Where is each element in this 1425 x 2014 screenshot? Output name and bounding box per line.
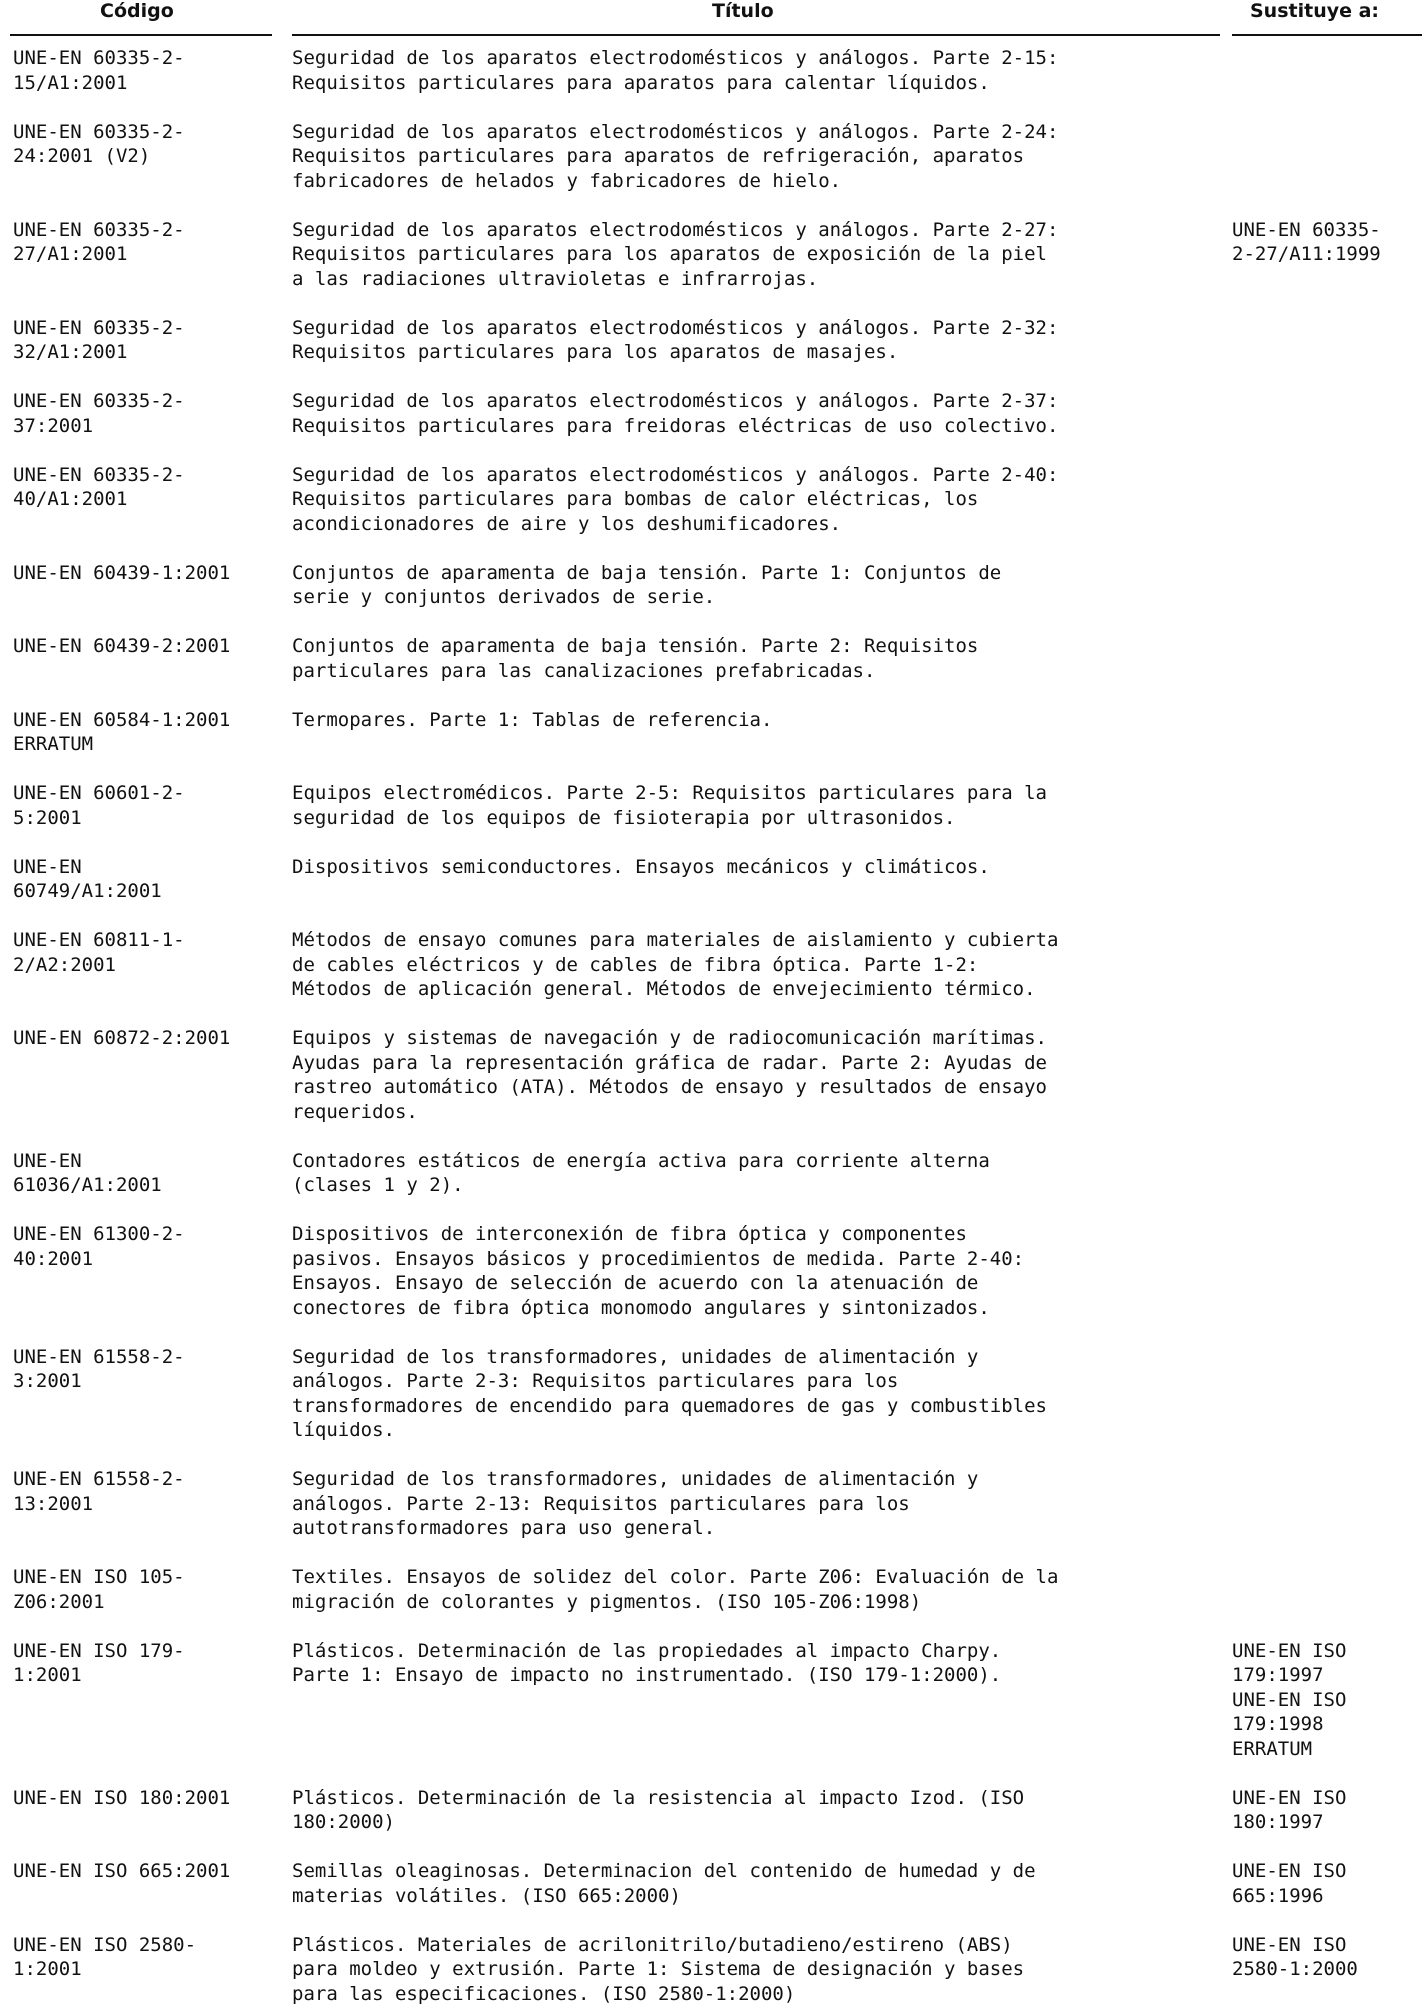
row-title: Seguridad de los aparatos electrodomésticos y análogos. Parte 2-24: Requisitos particulares para aparatos de refrigeración, aparatos fabricadores de helados y fabricadores de hielo. [292, 120, 1059, 192]
row-title: Plásticos. Determinación de la resistencia al impacto Izod. (ISO 180:2000) [292, 1786, 1025, 1833]
row-code: UNE-EN 60439-1:2001 [13, 561, 231, 584]
row-title: Equipos electromédicos. Parte 2-5: Requisitos particulares para la seguridad de los equipos de fisioterapia por ultrasonidos. [292, 782, 1047, 829]
row-code: UNE-EN ISO 179- 1:2001 [13, 1639, 185, 1686]
row-title: Plásticos. Materiales de acrilonitrilo/butadieno/estireno (ABS) para moldeo y extrusión. Parte 1: Sistema de designación y bases para las especificaciones. (ISO 2580-1:2000) [292, 1933, 1025, 2005]
row-code: UNE-EN 60335-2- 24:2001 (V2) [13, 120, 185, 167]
row-code: UNE-EN 60335-2- 27/A1:2001 [13, 218, 185, 265]
header-rule-sustituye [1232, 34, 1422, 36]
row-title: Seguridad de los aparatos electrodomésticos y análogos. Parte 2-15: Requisitos particulares para aparatos para calentar líquidos. [292, 47, 1059, 94]
row-code: UNE-EN 60872-2:2001 [13, 1027, 231, 1049]
row-replaces: UNE-EN ISO 180:1997 [1232, 1786, 1347, 1833]
row-code: UNE-EN ISO 105- Z06:2001 [13, 1566, 185, 1613]
row-title: Equipos y sistemas de navegación y de radiocomunicación marítimas. Ayudas para la representación gráfica de radar. Parte 2: Ayudas de rastreo automático (ATA). Métodos de ensayo y resultados de ensayo requeridos. [292, 1027, 1047, 1123]
header-titulo: Título [712, 0, 774, 22]
row-title: Conjuntos de aparamenta de baja tensión. Parte 2: Requisitos particulares para las canalizaciones prefabricadas. [292, 635, 979, 682]
header-sustituye: Sustituye a: [1250, 0, 1380, 22]
row-code: UNE-EN 60601-2- 5:2001 [13, 782, 185, 829]
row-code: UNE-EN ISO 2580- 1:2001 [13, 1933, 197, 1980]
row-title: Termopares. Parte 1: Tablas de referencia. [292, 708, 773, 731]
row-replaces: UNE-EN ISO 665:1996 [1232, 1860, 1347, 1907]
row-replaces: UNE-EN ISO 179:1997 UNE-EN ISO 179:1998 ERRATUM [1232, 1639, 1347, 1760]
header-rule-codigo [10, 34, 272, 36]
row-code: UNE-EN 60749/A1:2001 [13, 855, 162, 902]
row-code: UNE-EN 60335-2- 37:2001 [13, 390, 185, 437]
row-title: Dispositivos de interconexión de fibra óptica y componentes pasivos. Ensayos básicos y procedimientos de medida. Parte 2-40: Ensayos. Ensayo de selección de acuerdo con la atenuación de conectores de fibra óptica monomodo angulares y sintonizados. [292, 1223, 1025, 1319]
row-title: Seguridad de los transformadores, unidades de alimentación y análogos. Parte 2-3: Requisitos particulares para los transformadores de encendido para quemadores de gas y combustibles líquidos. [292, 1345, 1047, 1441]
header-rule-titulo [292, 34, 1220, 36]
row-title: Seguridad de los aparatos electrodomésticos y análogos. Parte 2-27: Requisitos particulares para los aparatos de exposición de la piel a las radiaciones ultravioletas e infrarrojas. [292, 218, 1059, 290]
row-code: UNE-EN ISO 180:2001 [13, 1786, 231, 1809]
row-title: Conjuntos de aparamenta de baja tensión. Parte 1: Conjuntos de serie y conjuntos derivados de serie. [292, 561, 1002, 608]
row-title: Dispositivos semiconductores. Ensayos mecánicos y climáticos. [292, 855, 990, 878]
row-title: Textiles. Ensayos de solidez del color. Parte Z06: Evaluación de la migración de colorantes y pigmentos. (ISO 105-Z06:1998) [292, 1566, 1059, 1613]
row-title: Seguridad de los aparatos electrodomésticos y análogos. Parte 2-40: Requisitos particulares para bombas de calor eléctricas, los acondicionadores de aire y los deshumificadores. [292, 463, 1059, 535]
row-title: Seguridad de los aparatos electrodomésticos y análogos. Parte 2-37: Requisitos particulares para freidoras eléctricas de uso colectivo. [292, 390, 1059, 437]
row-title: Seguridad de los aparatos electrodomésticos y análogos. Parte 2-32: Requisitos particulares para los aparatos de masajes. [292, 316, 1059, 363]
header-codigo: Código [100, 0, 174, 22]
row-replaces: UNE-EN ISO 2580-1:2000 [1232, 1933, 1358, 1980]
row-title: Semillas oleaginosas. Determinacion del contenido de humedad y de materias volátiles. (ISO 665:2000) [292, 1860, 1036, 1907]
row-code: UNE-EN 61036/A1:2001 [13, 1149, 162, 1196]
row-title: Seguridad de los transformadores, unidades de alimentación y análogos. Parte 2-13: Requisitos particulares para los autotransformadores para uso general. [292, 1468, 979, 1539]
row-title: Plásticos. Determinación de las propiedades al impacto Charpy. Parte 1: Ensayo de impacto no instrumentado. (ISO 179-1:2000). [292, 1639, 1002, 1686]
row-code: UNE-EN ISO 665:2001 [13, 1860, 231, 1882]
row-code: UNE-EN 60811-1- 2/A2:2001 [13, 929, 185, 976]
row-replaces: UNE-EN 60335- 2-27/A11:1999 [1232, 218, 1381, 265]
row-title: Contadores estáticos de energía activa para corriente alterna (clases 1 y 2). [292, 1149, 990, 1196]
row-code: UNE-EN 60335-2- 15/A1:2001 [13, 47, 185, 94]
row-title: Métodos de ensayo comunes para materiales de aislamiento y cubierta de cables eléctricos y de cables de fibra óptica. Parte 1-2: Métodos de aplicación general. Métodos de envejecimiento térmico. [292, 929, 1059, 1000]
row-code: UNE-EN 60439-2:2001 [13, 635, 231, 657]
row-code: UNE-EN 61300-2- 40:2001 [13, 1223, 185, 1270]
row-code: UNE-EN 60584-1:2001 ERRATUM [13, 708, 231, 755]
row-code: UNE-EN 61558-2- 3:2001 [13, 1345, 185, 1392]
row-code: UNE-EN 60335-2- 40/A1:2001 [13, 463, 185, 510]
row-code: UNE-EN 60335-2- 32/A1:2001 [13, 316, 185, 363]
row-code: UNE-EN 61558-2- 13:2001 [13, 1468, 185, 1515]
